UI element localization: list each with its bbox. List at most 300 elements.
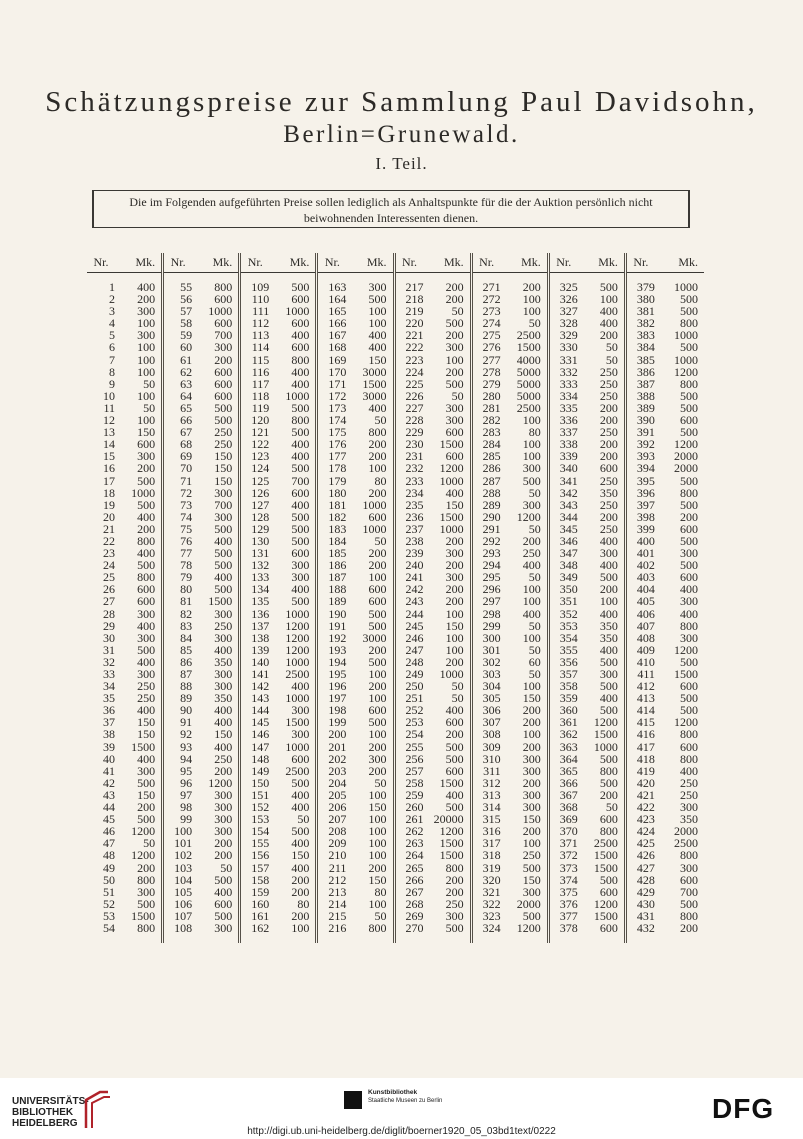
estimate-price: 50 bbox=[451, 304, 464, 319]
lot-number: 121 bbox=[251, 425, 270, 440]
estimate-price: 600 bbox=[291, 546, 310, 561]
estimate-price: 200 bbox=[599, 328, 618, 343]
estimate-price: 200 bbox=[599, 437, 618, 452]
lot-number: 141 bbox=[251, 667, 270, 681]
estimate-price: 2000 bbox=[674, 449, 698, 464]
estimate-price: 200 bbox=[368, 558, 387, 573]
lot-number: 44 bbox=[103, 800, 115, 815]
lot-number: 235 bbox=[405, 497, 424, 512]
estimate-price: 800 bbox=[137, 920, 156, 935]
estimate-price: 300 bbox=[445, 340, 464, 355]
lot-number: 214 bbox=[328, 896, 347, 911]
table-row bbox=[87, 341, 161, 353]
table-row bbox=[241, 595, 315, 607]
lot-number: 120 bbox=[251, 413, 270, 428]
kunstbibliothek-logo-icon bbox=[344, 1091, 362, 1109]
lot-number: 318 bbox=[482, 848, 501, 863]
lot-number: 381 bbox=[636, 304, 655, 319]
lot-number: 131 bbox=[251, 546, 270, 561]
lot-number: 43 bbox=[103, 787, 115, 802]
table-row bbox=[241, 354, 315, 366]
estimate-price: 50 bbox=[143, 376, 156, 391]
estimate-price: 80 bbox=[374, 473, 387, 488]
lot-number: 338 bbox=[559, 437, 578, 452]
estimate-price: 300 bbox=[214, 606, 233, 621]
lot-number: 397 bbox=[636, 497, 655, 512]
estimate-price: 500 bbox=[214, 908, 233, 923]
lot-number: 114 bbox=[251, 340, 270, 355]
lot-number: 374 bbox=[559, 872, 578, 887]
table-row bbox=[164, 849, 238, 861]
estimate-price: 200 bbox=[137, 461, 156, 476]
estimate-price: 250 bbox=[599, 521, 618, 536]
lot-number: 205 bbox=[328, 787, 347, 802]
lot-number: 371 bbox=[559, 836, 578, 851]
estimate-price: 400 bbox=[291, 437, 310, 452]
estimate-price: 1200 bbox=[131, 824, 156, 839]
table-row bbox=[396, 886, 470, 898]
table-row bbox=[87, 741, 161, 753]
estimate-price: 350 bbox=[214, 654, 233, 669]
lot-number: 54 bbox=[103, 920, 115, 935]
header-mk: Mk. bbox=[443, 255, 464, 269]
estimate-price: 150 bbox=[137, 787, 156, 802]
estimate-price: 200 bbox=[522, 775, 541, 790]
lot-number: 329 bbox=[559, 328, 578, 343]
estimate-price: 600 bbox=[445, 715, 464, 730]
lot-number: 418 bbox=[636, 751, 655, 766]
lot-number: 426 bbox=[636, 848, 655, 863]
lot-number: 92 bbox=[180, 727, 193, 742]
lot-number: 254 bbox=[405, 727, 424, 742]
lot-number: 386 bbox=[636, 364, 655, 379]
lot-number: 353 bbox=[559, 618, 578, 633]
estimate-price: 50 bbox=[374, 413, 387, 428]
table-row bbox=[87, 366, 161, 378]
estimate-price: 300 bbox=[291, 727, 310, 742]
lot-number: 118 bbox=[251, 388, 270, 403]
estimate-price: 400 bbox=[680, 582, 698, 597]
estimate-price: 300 bbox=[137, 667, 156, 681]
lot-number: 109 bbox=[251, 280, 270, 294]
estimate-price: 600 bbox=[680, 570, 698, 585]
estimate-price: 800 bbox=[137, 533, 156, 548]
table-row bbox=[318, 620, 392, 632]
estimate-price: 200 bbox=[291, 872, 310, 887]
estimate-price: 100 bbox=[137, 352, 156, 367]
table-row bbox=[627, 922, 704, 934]
estimate-price: 100 bbox=[137, 364, 156, 379]
estimate-price: 400 bbox=[599, 304, 618, 319]
estimate-price: 600 bbox=[214, 388, 233, 403]
estimate-price: 400 bbox=[137, 509, 156, 524]
lot-number: 239 bbox=[405, 546, 424, 561]
estimate-price: 250 bbox=[522, 546, 541, 561]
lot-number: 170 bbox=[328, 364, 347, 379]
estimate-price: 400 bbox=[599, 691, 618, 706]
estimate-price: 100 bbox=[599, 594, 618, 609]
estimate-price: 300 bbox=[680, 594, 698, 609]
table-row bbox=[318, 741, 392, 753]
estimate-price: 150 bbox=[137, 715, 156, 730]
lot-number: 80 bbox=[180, 582, 193, 597]
estimate-price: 300 bbox=[214, 667, 233, 681]
lot-number: 186 bbox=[328, 558, 347, 573]
lot-number: 2 bbox=[109, 292, 115, 307]
lot-number: 359 bbox=[559, 691, 578, 706]
estimate-price: 50 bbox=[528, 570, 541, 585]
lot-number: 289 bbox=[482, 497, 501, 512]
estimate-price: 400 bbox=[291, 860, 310, 875]
lot-number: 83 bbox=[180, 618, 193, 633]
estimate-price: 500 bbox=[599, 751, 618, 766]
estimate-price: 500 bbox=[680, 533, 698, 548]
lot-number: 256 bbox=[405, 751, 424, 766]
estimate-price: 50 bbox=[297, 812, 310, 827]
estimate-price: 500 bbox=[445, 316, 464, 331]
estimate-price: 200 bbox=[445, 727, 464, 742]
lot-number: 150 bbox=[251, 775, 270, 790]
lot-number: 330 bbox=[559, 340, 578, 355]
estimate-price: 600 bbox=[214, 896, 233, 911]
estimate-price: 100 bbox=[445, 642, 464, 657]
estimate-price: 1500 bbox=[593, 727, 618, 742]
estimate-price: 700 bbox=[291, 473, 310, 488]
lot-number: 180 bbox=[328, 485, 347, 500]
table-row bbox=[396, 341, 470, 353]
heidelberg-mark-icon bbox=[82, 1088, 112, 1130]
lot-number: 22 bbox=[103, 533, 115, 548]
table-row bbox=[164, 922, 238, 934]
estimate-price: 500 bbox=[599, 703, 618, 718]
lot-number: 100 bbox=[174, 824, 193, 839]
estimate-price: 1200 bbox=[516, 920, 541, 935]
estimate-price: 1500 bbox=[674, 667, 698, 681]
table-row bbox=[241, 728, 315, 740]
lot-number: 213 bbox=[328, 884, 347, 899]
lot-number: 49 bbox=[103, 860, 115, 875]
estimate-price: 100 bbox=[522, 727, 541, 742]
estimate-price: 1200 bbox=[285, 618, 310, 633]
table-row bbox=[473, 487, 547, 499]
table-row bbox=[87, 753, 161, 765]
column-header bbox=[473, 253, 547, 273]
lot-number: 225 bbox=[405, 376, 424, 391]
lot-number: 206 bbox=[328, 800, 347, 815]
estimate-price: 400 bbox=[599, 642, 618, 657]
lot-number: 263 bbox=[405, 836, 424, 851]
lot-number: 88 bbox=[180, 679, 193, 694]
table-row bbox=[241, 886, 315, 898]
lot-number: 375 bbox=[559, 884, 578, 899]
estimate-price: 300 bbox=[445, 570, 464, 585]
lot-number: 210 bbox=[328, 848, 347, 863]
estimate-price: 200 bbox=[599, 582, 618, 597]
lot-number: 87 bbox=[180, 667, 193, 681]
lot-number: 403 bbox=[636, 570, 655, 585]
lot-number: 61 bbox=[180, 352, 193, 367]
lot-number: 77 bbox=[180, 546, 193, 561]
lot-number: 209 bbox=[328, 836, 347, 851]
lot-number: 146 bbox=[251, 727, 270, 742]
estimate-price: 20000 bbox=[433, 812, 464, 827]
estimate-price: 3000 bbox=[362, 364, 387, 379]
table-row bbox=[87, 728, 161, 740]
estimate-price: 400 bbox=[599, 316, 618, 331]
estimate-price: 300 bbox=[680, 630, 698, 645]
lot-number: 395 bbox=[636, 473, 655, 488]
lot-number: 358 bbox=[559, 679, 578, 694]
lot-number: 175 bbox=[328, 425, 347, 440]
estimate-price: 1000 bbox=[593, 739, 618, 754]
lot-number: 190 bbox=[328, 606, 347, 621]
table-row bbox=[318, 475, 392, 487]
lot-number: 410 bbox=[636, 654, 655, 669]
estimate-price: 400 bbox=[214, 715, 233, 730]
lot-number: 86 bbox=[180, 654, 193, 669]
estimate-price: 300 bbox=[214, 920, 233, 935]
lot-number: 364 bbox=[559, 751, 578, 766]
table-row bbox=[473, 922, 547, 934]
lot-number: 223 bbox=[405, 352, 424, 367]
lot-number: 216 bbox=[328, 920, 347, 935]
lot-number: 13 bbox=[103, 425, 115, 440]
table-row bbox=[318, 341, 392, 353]
estimate-price: 400 bbox=[291, 497, 310, 512]
table-row bbox=[550, 499, 624, 511]
table-row bbox=[241, 620, 315, 632]
dfg-logo[interactable]: DFG bbox=[712, 1093, 775, 1124]
lot-number: 242 bbox=[405, 582, 424, 597]
lot-number: 53 bbox=[103, 908, 115, 923]
estimate-price: 200 bbox=[599, 787, 618, 802]
table-row bbox=[164, 874, 238, 886]
lot-number: 99 bbox=[180, 812, 193, 827]
estimate-price: 1200 bbox=[285, 630, 310, 645]
table-row bbox=[396, 608, 470, 620]
estimate-price: 300 bbox=[137, 763, 156, 778]
lot-number: 270 bbox=[405, 920, 424, 935]
estimate-price: 600 bbox=[214, 292, 233, 307]
estimate-price: 400 bbox=[368, 400, 387, 415]
estimate-price: 300 bbox=[137, 304, 156, 319]
lot-number: 317 bbox=[482, 836, 501, 851]
estimate-price: 200 bbox=[445, 364, 464, 379]
estimate-price: 100 bbox=[522, 437, 541, 452]
estimate-price: 600 bbox=[445, 449, 464, 464]
lot-number: 157 bbox=[251, 860, 270, 875]
header-nr: Nr. bbox=[402, 255, 417, 269]
estimate-price: 500 bbox=[599, 679, 618, 694]
estimate-price: 350 bbox=[599, 485, 618, 500]
estimate-price: 500 bbox=[137, 775, 156, 790]
lot-number: 57 bbox=[180, 304, 193, 319]
estimate-price: 800 bbox=[599, 763, 618, 778]
table-row bbox=[627, 595, 704, 607]
estimate-price: 150 bbox=[445, 497, 464, 512]
lot-number: 268 bbox=[405, 896, 424, 911]
lot-number: 398 bbox=[636, 509, 655, 524]
table-column bbox=[164, 253, 241, 943]
university-library-logo[interactable] bbox=[12, 1096, 89, 1129]
estimate-price: 100 bbox=[368, 667, 387, 681]
estimate-price: 500 bbox=[680, 473, 698, 488]
table-row bbox=[318, 849, 392, 861]
estimate-price: 50 bbox=[528, 316, 541, 331]
table-row bbox=[87, 354, 161, 366]
lot-number: 72 bbox=[180, 485, 193, 500]
lot-number: 60 bbox=[180, 340, 193, 355]
table-row bbox=[550, 487, 624, 499]
lot-number: 47 bbox=[103, 836, 115, 851]
table-row bbox=[318, 487, 392, 499]
column-header bbox=[550, 253, 624, 273]
estimate-price: 400 bbox=[214, 642, 233, 657]
estimate-price: 150 bbox=[137, 727, 156, 742]
estimate-price: 500 bbox=[368, 618, 387, 633]
lot-number: 133 bbox=[251, 570, 270, 585]
lot-number: 350 bbox=[559, 582, 578, 597]
table-column bbox=[473, 253, 550, 943]
estimate-price: 5000 bbox=[516, 388, 541, 403]
table-row bbox=[550, 728, 624, 740]
lot-number: 257 bbox=[405, 763, 424, 778]
lot-number: 144 bbox=[251, 703, 270, 718]
estimate-price: 200 bbox=[368, 485, 387, 500]
table-row bbox=[473, 741, 547, 753]
column-header bbox=[318, 253, 392, 273]
estimate-price: 500 bbox=[368, 715, 387, 730]
lot-number: 419 bbox=[636, 763, 655, 778]
table-row bbox=[550, 632, 624, 644]
estimate-price: 200 bbox=[137, 860, 156, 875]
estimate-price: 100 bbox=[522, 582, 541, 597]
table-row bbox=[627, 886, 704, 898]
estimate-price: 200 bbox=[368, 437, 387, 452]
estimate-price: 800 bbox=[680, 376, 698, 391]
table-row bbox=[627, 475, 704, 487]
lot-number: 429 bbox=[636, 884, 655, 899]
table-row bbox=[164, 475, 238, 487]
lot-number: 212 bbox=[328, 872, 347, 887]
lot-number: 122 bbox=[251, 437, 270, 452]
title-line-3: I. Teil. bbox=[375, 154, 428, 173]
estimate-price: 50 bbox=[528, 618, 541, 633]
lot-number: 280 bbox=[482, 388, 501, 403]
lot-number: 155 bbox=[251, 836, 270, 851]
estimate-price: 600 bbox=[680, 872, 698, 887]
lot-number: 224 bbox=[405, 364, 424, 379]
lot-number: 238 bbox=[405, 533, 424, 548]
table-row bbox=[550, 341, 624, 353]
lot-number: 172 bbox=[328, 388, 347, 403]
estimate-price: 500 bbox=[680, 425, 698, 440]
estimate-price: 800 bbox=[680, 727, 698, 742]
lot-number: 111 bbox=[252, 304, 270, 319]
estimate-price: 50 bbox=[528, 485, 541, 500]
estimate-price: 600 bbox=[291, 751, 310, 766]
lot-number: 5 bbox=[109, 328, 115, 343]
lot-number: 296 bbox=[482, 582, 501, 597]
kunstbibliothek-text[interactable] bbox=[368, 1089, 442, 1105]
estimate-price: 300 bbox=[599, 546, 618, 561]
lot-number: 300 bbox=[482, 630, 501, 645]
estimate-price: 100 bbox=[368, 836, 387, 851]
estimate-price: 200 bbox=[214, 848, 233, 863]
estimate-price: 400 bbox=[137, 546, 156, 561]
estimate-price: 400 bbox=[137, 751, 156, 766]
table-row bbox=[396, 849, 470, 861]
lot-number: 279 bbox=[482, 376, 501, 391]
estimate-price: 100 bbox=[137, 316, 156, 331]
lot-number: 240 bbox=[405, 558, 424, 573]
lot-number: 339 bbox=[559, 449, 578, 464]
estimate-price: 600 bbox=[680, 679, 698, 694]
lot-number: 273 bbox=[482, 304, 501, 319]
estimate-price: 1500 bbox=[208, 594, 233, 609]
lot-number: 253 bbox=[405, 715, 424, 730]
lot-number: 413 bbox=[636, 691, 655, 706]
estimate-price: 1200 bbox=[131, 848, 156, 863]
table-row bbox=[473, 366, 547, 378]
table-row bbox=[473, 608, 547, 620]
table-row bbox=[627, 849, 704, 861]
lot-number: 383 bbox=[636, 328, 655, 343]
lot-number: 142 bbox=[251, 679, 270, 694]
lot-number: 181 bbox=[328, 497, 347, 512]
lot-number: 89 bbox=[180, 691, 193, 706]
estimate-price: 300 bbox=[291, 703, 310, 718]
lot-number: 349 bbox=[559, 570, 578, 585]
estimate-price: 100 bbox=[137, 413, 156, 428]
lot-number: 70 bbox=[180, 461, 193, 476]
table-row bbox=[396, 354, 470, 366]
lot-number: 204 bbox=[328, 775, 347, 790]
estimate-price: 100 bbox=[368, 848, 387, 863]
table-row bbox=[164, 741, 238, 753]
table-row bbox=[164, 620, 238, 632]
estimate-price: 50 bbox=[374, 533, 387, 548]
lot-number: 416 bbox=[636, 727, 655, 742]
table-row bbox=[164, 886, 238, 898]
estimate-price: 1200 bbox=[674, 642, 698, 657]
estimate-price: 300 bbox=[445, 908, 464, 923]
table-row bbox=[318, 499, 392, 511]
estimate-price: 300 bbox=[445, 546, 464, 561]
lot-number: 295 bbox=[482, 570, 501, 585]
estimate-price: 100 bbox=[368, 691, 387, 706]
estimate-price: 500 bbox=[137, 642, 156, 657]
estimate-price: 500 bbox=[680, 340, 698, 355]
lot-number: 420 bbox=[636, 775, 655, 790]
estimate-price: 800 bbox=[680, 485, 698, 500]
lot-number: 341 bbox=[559, 473, 578, 488]
lot-number: 431 bbox=[636, 908, 655, 923]
estimate-price: 150 bbox=[522, 812, 541, 827]
lot-number: 98 bbox=[180, 800, 193, 815]
estimate-price: 2500 bbox=[674, 836, 698, 851]
estimate-price: 600 bbox=[137, 437, 156, 452]
page-url-link[interactable]: http://digi.ub.uni-heidelberg.de/diglit/boerner1920_05_03bd1text/0222 bbox=[247, 1126, 556, 1137]
lot-number: 222 bbox=[405, 340, 424, 355]
lot-number: 17 bbox=[103, 473, 115, 488]
estimate-price: 300 bbox=[368, 751, 387, 766]
estimate-price: 100 bbox=[522, 304, 541, 319]
lot-number: 189 bbox=[328, 594, 347, 609]
column-header bbox=[396, 253, 470, 273]
lot-number: 136 bbox=[251, 606, 270, 621]
table-row bbox=[241, 499, 315, 511]
